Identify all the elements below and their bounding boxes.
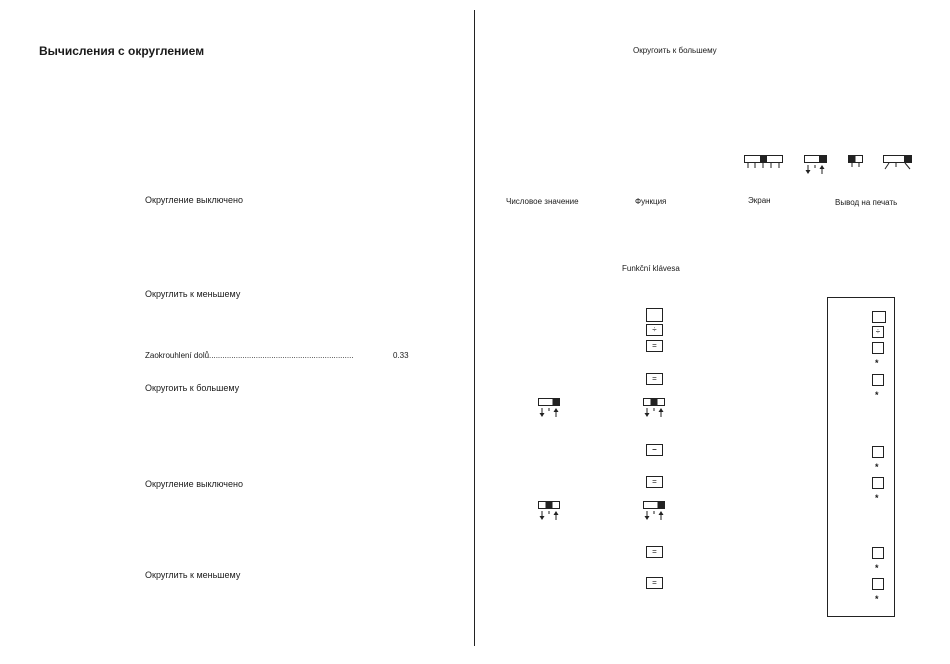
print-key-blank	[872, 547, 884, 559]
display-bar-icon	[744, 155, 784, 171]
print-star: *	[875, 594, 879, 604]
rounding-off-label-2: Округление выключено	[145, 479, 243, 489]
switch-center-icon	[538, 501, 562, 523]
page-divider	[474, 10, 475, 646]
function-key-divide: ÷	[646, 324, 663, 336]
round-up-label: Округоить к большему	[145, 383, 240, 393]
column-function: Функция	[635, 197, 667, 206]
function-key-equals: =	[646, 546, 663, 558]
function-key-equals: =	[646, 476, 663, 488]
print-star: *	[875, 563, 879, 573]
print-key-blank	[872, 477, 884, 489]
page-title: Вычисления с округлением	[39, 44, 205, 58]
print-star: *	[875, 358, 879, 368]
small-switch-icon	[848, 155, 864, 169]
function-key-blank	[646, 308, 663, 322]
column-numeric-value: Числовое значение	[506, 197, 579, 206]
round-down-label: Округлить к меньшему	[145, 289, 241, 299]
print-key-blank	[872, 311, 886, 323]
print-key-blank	[872, 578, 884, 590]
function-key-label: Funkční klávesa	[622, 264, 680, 273]
function-key-equals: =	[646, 577, 663, 589]
print-star: *	[875, 493, 879, 503]
print-star: *	[875, 462, 879, 472]
print-key-blank	[872, 446, 884, 458]
column-print-output: Вывод на печать	[835, 198, 898, 207]
print-switch-icon	[883, 155, 913, 171]
round-up-heading: Округоить к большему	[633, 46, 717, 55]
rounding-off-label: Округление выключено	[145, 195, 243, 205]
round-down-label-2: Округлить к меньшему	[145, 570, 241, 580]
print-star: *	[875, 390, 879, 400]
switch-center-icon	[643, 398, 667, 420]
toc-line-label: Zaokrouhlení dolů.................................................................	[145, 351, 354, 360]
print-key-blank	[872, 374, 884, 386]
rounding-switch-icon	[804, 155, 828, 177]
column-display: Экран	[748, 196, 771, 205]
toc-line-page: 0.33	[393, 351, 409, 360]
switch-round-up-icon	[643, 501, 667, 523]
function-key-equals: =	[646, 340, 663, 352]
function-key-minus: –	[646, 444, 663, 456]
print-output-box	[827, 297, 895, 617]
print-key-blank	[872, 342, 884, 354]
function-key-equals: =	[646, 373, 663, 385]
switch-round-up-icon	[538, 398, 562, 420]
print-key-divide: ÷	[872, 326, 884, 338]
